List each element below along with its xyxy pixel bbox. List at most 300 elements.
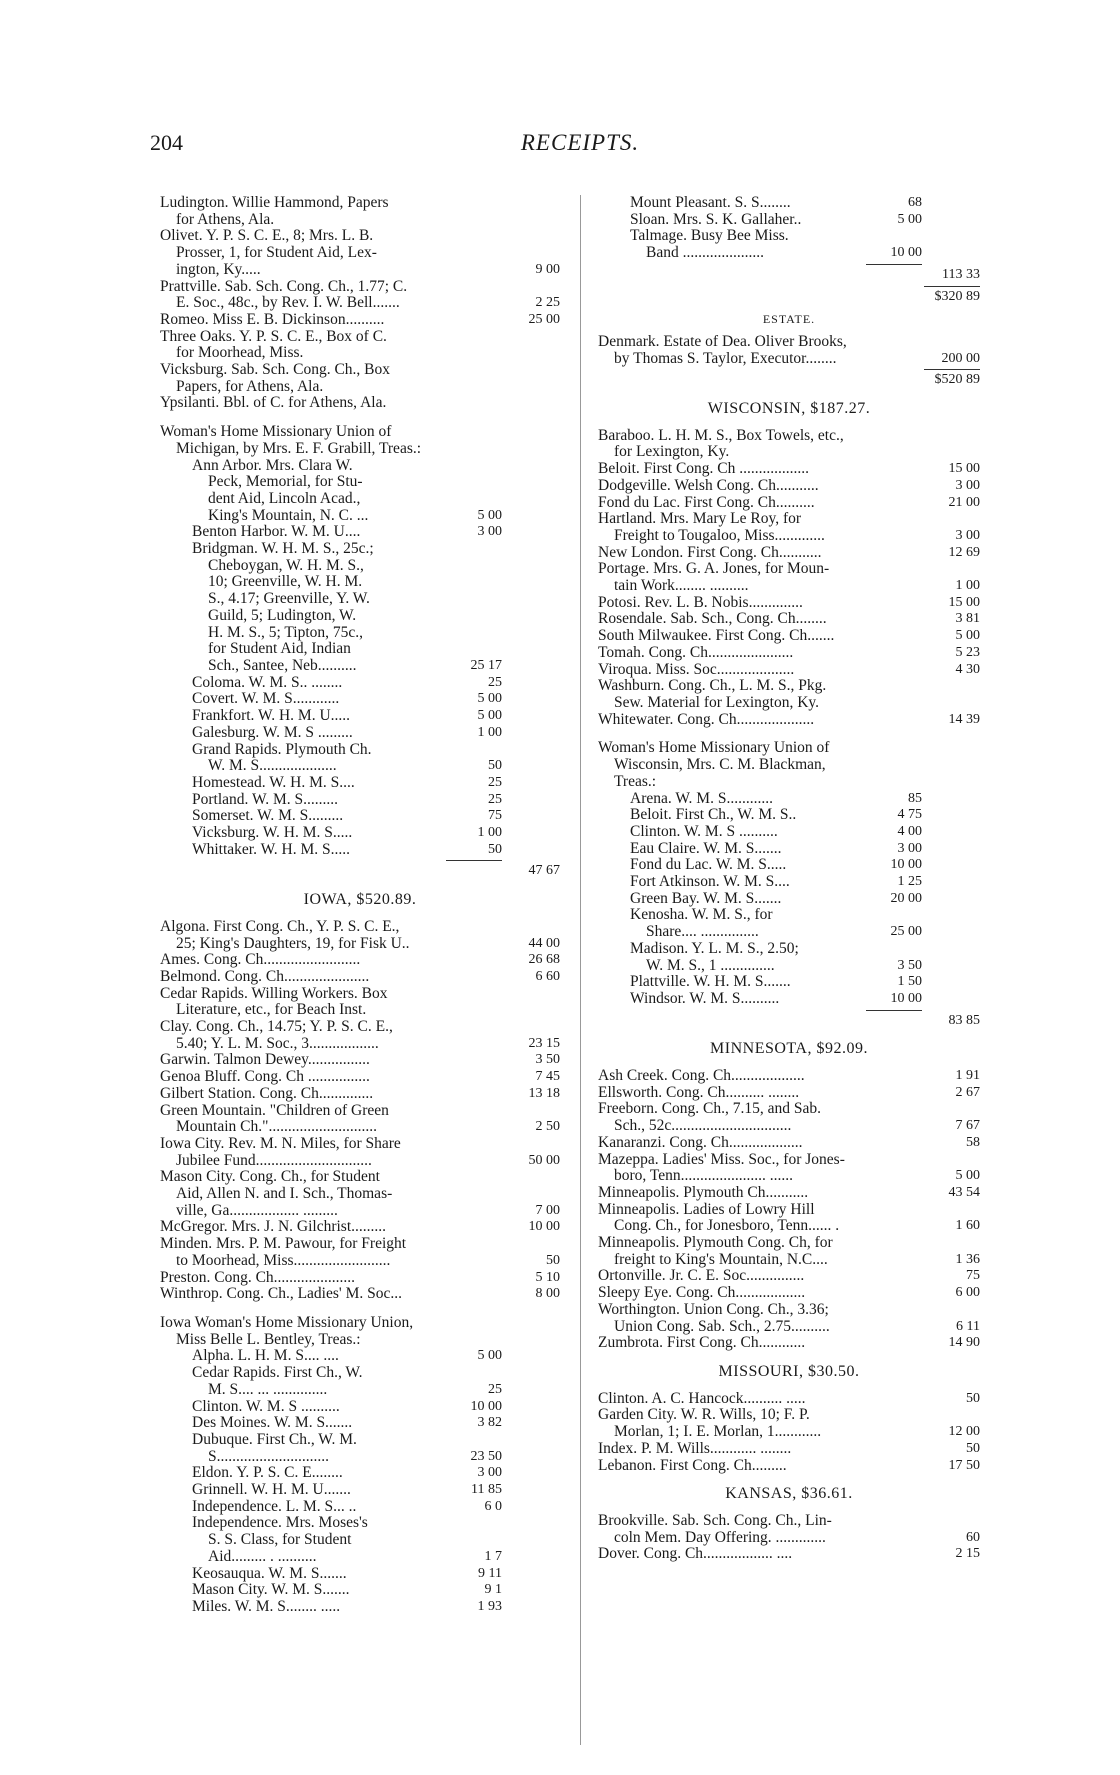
entry-text: Cedar Rapids. First Ch., W. — [192, 1364, 363, 1382]
amount: 25 00 — [528, 311, 560, 327]
entry-text: Ann Arbor. Mrs. Clara W. — [192, 456, 353, 474]
receipt-line — [160, 969, 560, 986]
entry-text: Aid, Allen N. and I. Sch., Thomas- — [176, 1185, 393, 1203]
entry-text: Lebanon. First Cong. Ch......... — [598, 1456, 787, 1474]
total-rule — [866, 264, 922, 265]
receipt-line — [598, 595, 980, 612]
receipt-line — [598, 511, 980, 528]
entry-text: Prattville. Sab. Sch. Cong. Ch., 1.77; C. — [160, 277, 408, 295]
receipt-line — [160, 1186, 560, 1203]
sub-amount: 50 — [488, 758, 502, 774]
entry-text: H. M. S., 5; Tipton, 75c., — [208, 623, 364, 641]
entry-text: Morlan, 1; I. E. Morlan, 1............ — [614, 1423, 822, 1441]
sub-amount: 68 — [908, 195, 922, 210]
amount: 23 15 — [528, 1035, 560, 1051]
receipt-line — [160, 1086, 560, 1103]
amount: 47 67 — [528, 863, 560, 879]
entry-text: Denmark. Estate of Dea. Oliver Brooks, — [598, 332, 847, 350]
sub-amount: 75 — [488, 808, 502, 824]
entry-text: Clay. Cong. Ch., 14.75; Y. P. S. C. E., — [160, 1018, 393, 1036]
sub-amount: 3 50 — [897, 957, 922, 973]
entry-text: tain Work........ .......... — [614, 577, 749, 595]
amount: 44 00 — [528, 935, 560, 951]
entry-text: Miss Belle L. Bentley, Treas.: — [176, 1330, 361, 1348]
receipt-line — [598, 678, 980, 695]
entry-text: Fond du Lac. W. M. S..... — [630, 856, 787, 874]
entry-text: Kanaranzi. Cong. Ch................... — [598, 1133, 803, 1151]
sub-amount: 11 85 — [471, 1482, 502, 1498]
receipt-line — [598, 941, 980, 958]
receipt-line — [160, 379, 560, 396]
entry-text: Ypsilanti. Bbl. of C. for Athens, Ala. — [160, 394, 387, 412]
receipt-line — [160, 1332, 560, 1349]
amount: 2 67 — [955, 1084, 980, 1100]
entry-text: Sew. Material for Lexington, Ky. — [614, 693, 820, 711]
right-column — [598, 195, 980, 1563]
sub-amount: 10 00 — [890, 857, 922, 873]
receipt-line — [598, 528, 980, 545]
entry-text: Peck, Memorial, for Stu- — [208, 473, 363, 491]
entry-text: dent Aid, Lincoln Acad., — [208, 489, 361, 507]
amount: 6 11 — [956, 1318, 980, 1334]
receipt-line — [598, 824, 980, 841]
total-rule — [924, 286, 980, 287]
entry-text: Des Moines. W. M. S....... — [192, 1414, 353, 1432]
entry-text: Potosi. Rev. L. B. Nobis.............. — [598, 593, 803, 611]
receipt-line — [598, 974, 980, 991]
entry-text: Sleepy Eye. Cong. Ch.................. — [598, 1284, 806, 1302]
receipt-line — [160, 708, 560, 725]
sub-amount: 25 — [488, 774, 502, 790]
receipt-line — [160, 919, 560, 936]
entry-text: to Moorhead, Miss......................... — [176, 1251, 391, 1269]
receipt-line — [160, 524, 560, 541]
receipt-line — [598, 1101, 980, 1118]
entry-text: Clinton. W. M. S .......... — [630, 822, 778, 840]
sub-amount: 3 82 — [477, 1415, 502, 1431]
receipt-line — [160, 262, 560, 279]
receipt-line — [598, 495, 980, 512]
receipt-line — [160, 1382, 560, 1399]
amount: 15 00 — [948, 594, 980, 610]
receipt-line — [598, 924, 980, 941]
amount: 50 — [546, 1252, 560, 1268]
entry-text: King's Mountain, N. C. ... — [208, 506, 369, 524]
receipt-line — [160, 691, 560, 708]
amount: 1 91 — [955, 1068, 980, 1084]
entry-text: Ellsworth. Cong. Ch.......... ........ — [598, 1083, 800, 1101]
amount: 14 90 — [948, 1335, 980, 1351]
entry-text: Romeo. Miss E. B. Dickinson.......... — [160, 310, 385, 328]
entry-text: Guild, 5; Ludington, W. — [208, 606, 357, 624]
sub-amount: 10 00 — [890, 990, 922, 1006]
amount: 6 60 — [535, 968, 560, 984]
entry-text: Galesburg. W. M. S ......... — [192, 723, 353, 741]
sub-amount: 4 00 — [897, 823, 922, 839]
receipt-line — [598, 1252, 980, 1269]
receipt-line — [160, 295, 560, 312]
amount: 8 00 — [535, 1286, 560, 1302]
receipt-line — [160, 863, 560, 880]
sub-amount: 3 00 — [897, 840, 922, 856]
entry-text: Cong. Ch., for Jonesboro, Tenn...... . — [614, 1217, 840, 1235]
sub-amount: 5 00 — [477, 507, 502, 523]
entry-text: Band ..................... — [646, 244, 764, 262]
receipt-line — [598, 1319, 980, 1336]
receipt-line — [160, 808, 560, 825]
page-number: 204 — [150, 130, 183, 155]
receipt-line — [160, 1203, 560, 1220]
receipt-line — [598, 351, 980, 368]
receipt-line — [160, 1052, 560, 1069]
receipt-line — [160, 1549, 560, 1566]
receipt-line — [160, 362, 560, 379]
receipt-line — [160, 1465, 560, 1482]
entry-text: Sch., 52c............................... — [614, 1117, 792, 1135]
entry-text: Eau Claire. W. M. S....... — [630, 839, 782, 857]
receipt-line — [160, 1036, 560, 1053]
receipt-line — [160, 1566, 560, 1583]
receipt-line — [160, 541, 560, 558]
receipt-line — [160, 725, 560, 742]
receipt-line — [598, 1285, 980, 1302]
amount: 50 00 — [528, 1152, 560, 1168]
entry-text: Hartland. Mrs. Mary Le Roy, for — [598, 510, 802, 528]
amount: 75 — [966, 1268, 980, 1284]
amount: 113 33 — [942, 266, 980, 282]
receipt-line — [598, 444, 980, 461]
receipt-line — [598, 712, 980, 729]
entry-text: Bridgman. W. H. M. S., 25c.; — [192, 540, 374, 558]
amount: 50 — [966, 1440, 980, 1456]
total-rule — [866, 1010, 922, 1011]
entry-text: by Thomas S. Taylor, Executor........ — [614, 349, 837, 367]
amount: 2 50 — [535, 1119, 560, 1135]
sub-amount: 25 — [488, 791, 502, 807]
entry-text: Mount Pleasant. S. S........ — [630, 194, 791, 211]
entry-text: for Athens, Ala. — [176, 210, 275, 228]
receipt-line — [160, 245, 560, 262]
entry-text: Garden City. W. R. Wills, 10; F. P. — [598, 1406, 810, 1424]
entry-text: Algona. First Cong. Ch., Y. P. S. C. E., — [160, 917, 400, 935]
receipt-line — [598, 857, 980, 874]
receipt-line — [598, 1152, 980, 1169]
entry-text: 5.40; Y. L. M. Soc., 3.................. — [176, 1034, 379, 1052]
receipt-line — [160, 424, 560, 441]
entry-text: Ash Creek. Cong. Ch................... — [598, 1067, 805, 1085]
entry-text: for Lexington, Ky. — [614, 443, 730, 461]
amount: 7 67 — [955, 1118, 980, 1134]
entry-text: S., 4.17; Greenville, Y. W. — [208, 590, 370, 608]
receipt-line — [160, 312, 560, 329]
entry-text: Mason City. Cong. Ch., for Student — [160, 1168, 380, 1186]
entry-text: Aid......... . .......... — [208, 1547, 317, 1565]
entry-text: Prosser, 1, for Student Aid, Lex- — [176, 244, 377, 262]
sub-amount: 10 00 — [470, 1398, 502, 1414]
receipt-line — [160, 641, 560, 658]
entry-text: Washburn. Cong. Ch., L. M. S., Pkg. — [598, 677, 827, 695]
receipt-line — [160, 1515, 560, 1532]
receipt-line — [598, 561, 980, 578]
entry-text: Arena. W. M. S............ — [630, 789, 773, 807]
receipt-line — [160, 474, 560, 491]
sub-amount: 1 25 — [897, 874, 922, 890]
sub-amount: 25 — [488, 674, 502, 690]
entry-text: Share.... ............... — [646, 923, 759, 941]
entry-text: Minneapolis. Plymouth Cong. Ch, for — [598, 1234, 833, 1252]
entry-text: Grinnell. W. H. M. U....... — [192, 1481, 351, 1499]
entry-text: S. S. Class, for Student — [208, 1531, 352, 1549]
receipt-line — [598, 372, 980, 389]
receipt-line — [160, 1236, 560, 1253]
entry-text: W. M. S.................... — [208, 757, 337, 775]
receipt-line — [598, 1013, 980, 1030]
entry-text: Talmage. Busy Bee Miss. — [630, 227, 789, 245]
receipt-line — [160, 952, 560, 969]
receipt-line — [598, 891, 980, 908]
sub-amount: 1 7 — [484, 1548, 502, 1564]
receipt-line — [598, 1218, 980, 1235]
entry-text: Independence. L. M. S... .. — [192, 1497, 357, 1515]
entry-text: Michigan, by Mrs. E. F. Grabill, Treas.: — [176, 439, 422, 457]
receipt-line — [598, 645, 980, 662]
receipt-line — [160, 1315, 560, 1332]
receipt-line — [598, 1068, 980, 1085]
entry-text: New London. First Cong. Ch........... — [598, 543, 822, 561]
entry-text: Miles. W. M. S........ ..... — [192, 1597, 341, 1615]
entry-text: Olivet. Y. P. S. C. E., 8; Mrs. L. B. — [160, 227, 374, 245]
entry-text: Winthrop. Cong. Ch., Ladies' M. Soc... — [160, 1285, 402, 1303]
receipt-line — [160, 742, 560, 759]
receipt-line — [598, 478, 980, 495]
receipt-line — [160, 458, 560, 475]
entry-text: 25; King's Daughters, 19, for Fisk U.. — [176, 934, 410, 952]
receipt-line — [160, 1286, 560, 1303]
sub-amount: 25 — [488, 1381, 502, 1397]
entry-text: McGregor. Mrs. J. N. Gilchrist......... — [160, 1218, 387, 1236]
entry-text: Minden. Mrs. P. M. Pawour, for Freight — [160, 1235, 407, 1253]
entry-text: Whittaker. W. H. M. S..... — [192, 840, 351, 858]
page-header — [150, 130, 1010, 160]
receipt-line — [598, 228, 980, 245]
receipt-line — [598, 578, 980, 595]
entry-text: Frankfort. W. H. M. U..... — [192, 707, 351, 725]
left-column — [160, 195, 560, 1616]
sub-amount: 1 93 — [477, 1598, 502, 1614]
receipt-line — [160, 1103, 560, 1120]
receipt-line — [160, 1348, 560, 1365]
amount: 2 25 — [535, 295, 560, 311]
receipt-line — [598, 1441, 980, 1458]
sub-amount: 50 — [488, 841, 502, 857]
receipt-line — [160, 1219, 560, 1236]
amount: 9 00 — [535, 261, 560, 277]
receipt-line — [160, 842, 560, 859]
entry-text: Green Mountain. "Children of Green — [160, 1101, 389, 1119]
receipt-line — [598, 874, 980, 891]
receipt-line — [598, 991, 980, 1008]
entry-text: Gilbert Station. Cong. Ch.............. — [160, 1084, 374, 1102]
amount: 43 54 — [948, 1184, 980, 1200]
amount: 13 18 — [528, 1085, 560, 1101]
receipt-line — [160, 195, 560, 212]
section-heading: IOWA, $520.89. — [303, 891, 417, 909]
amount: 3 81 — [955, 611, 980, 627]
entry-text: Portage. Mrs. G. A. Jones, for Moun- — [598, 560, 830, 578]
entry-text: Ames. Cong. Ch......................... — [160, 951, 361, 969]
entry-text: Tomah. Cong. Ch...................... — [598, 643, 794, 661]
section-heading: MISSOURI, $30.50. — [718, 1363, 860, 1380]
entry-text: Woman's Home Missionary Union of — [160, 423, 392, 441]
entry-text: Woman's Home Missionary Union of — [598, 739, 830, 757]
receipt-line — [160, 1069, 560, 1086]
entry-text: Papers, for Athens, Ala. — [176, 377, 324, 395]
receipt-line — [160, 329, 560, 346]
receipt-line — [598, 1202, 980, 1219]
amount: 5 00 — [955, 1168, 980, 1184]
amount: 3 00 — [955, 477, 980, 493]
entry-text: Fond du Lac. First Cong. Ch.......... — [598, 493, 815, 511]
amount: 10 00 — [528, 1219, 560, 1235]
amount: 58 — [966, 1134, 980, 1150]
receipt-line — [598, 807, 980, 824]
receipt-line — [160, 1153, 560, 1170]
receipt-line — [598, 461, 980, 478]
receipt-line — [598, 1424, 980, 1441]
receipt-line — [598, 289, 980, 306]
entry-text: Brookville. Sab. Sch. Cong. Ch., Lin- — [598, 1511, 832, 1529]
total-rule — [446, 860, 502, 861]
entry-text: Vicksburg. W. H. M. S..... — [192, 824, 353, 842]
amount: 5 23 — [955, 644, 980, 660]
entry-text: Vicksburg. Sab. Sch. Cong. Ch., Box — [160, 361, 391, 379]
receipt-line — [160, 1019, 560, 1036]
amount: 17 50 — [948, 1457, 980, 1473]
amount: 1 60 — [955, 1218, 980, 1234]
amount: 3 00 — [955, 527, 980, 543]
receipt-line — [160, 758, 560, 775]
receipt-line — [160, 608, 560, 625]
sub-amount: 5 00 — [477, 1348, 502, 1364]
receipt-line — [598, 1168, 980, 1185]
entry-text: Ludington. Willie Hammond, Papers — [160, 194, 389, 211]
entry-text: Dubuque. First Ch., W. M. — [192, 1430, 357, 1448]
receipt-line — [160, 1365, 560, 1382]
entry-text: Genoa Bluff. Cong. Ch ................ — [160, 1068, 370, 1086]
entry-text: Index. P. M. Wills............ ........ — [598, 1439, 792, 1457]
entry-text: Minneapolis. Ladies of Lowry Hill — [598, 1200, 815, 1218]
entry-text: Independence. Mrs. Moses's — [192, 1514, 368, 1532]
entry-text: Belmond. Cong. Ch...................... — [160, 967, 370, 985]
entry-text: Fort Atkinson. W. M. S.... — [630, 873, 790, 891]
entry-text: Worthington. Union Cong. Ch., 3.36; — [598, 1300, 829, 1318]
entry-text: Grand Rapids. Plymouth Ch. — [192, 740, 372, 758]
entry-text: Minneapolis. Plymouth Ch........... — [598, 1183, 809, 1201]
receipt-line — [160, 345, 560, 362]
entry-text: for Moorhead, Miss. — [176, 344, 304, 362]
entry-text: ington, Ky..... — [176, 260, 261, 278]
entry-text: Clinton. W. M. S .......... — [192, 1397, 340, 1415]
amount: 83 85 — [948, 1012, 980, 1028]
entry-text: Beloit. First Ch., W. M. S.. — [630, 806, 797, 824]
entry-text: W. M. S., 1 .............. — [646, 956, 775, 974]
receipt-line — [160, 491, 560, 508]
entry-text: freight to King's Mountain, N.C.... — [614, 1250, 828, 1268]
receipt-line — [598, 628, 980, 645]
entry-text: 10; Greenville, W. H. M. — [208, 573, 363, 591]
entry-text: Zumbrota. First Cong. Ch............ — [598, 1334, 806, 1352]
receipt-line — [160, 1599, 560, 1616]
amount: 1 00 — [955, 578, 980, 594]
sub-amount: 85 — [908, 790, 922, 806]
sub-amount: 5 00 — [477, 691, 502, 707]
entry-text: Green Bay. W. M. S....... — [630, 889, 782, 907]
entry-text: Iowa Woman's Home Missionary Union, — [160, 1314, 414, 1331]
section-heading: WISCONSIN, $187.27. — [707, 400, 871, 418]
sub-amount: 4 75 — [897, 807, 922, 823]
entry-text: Three Oaks. Y. P. S. C. E., Box of C. — [160, 327, 387, 345]
amount: 12 00 — [948, 1424, 980, 1440]
entry-text: coln Mem. Day Offering. ............. — [614, 1528, 826, 1546]
entry-text: Mason City. W. M. S....... — [192, 1581, 350, 1599]
entry-text: Preston. Cong. Ch..................... — [160, 1268, 356, 1286]
receipt-line — [598, 662, 980, 679]
receipt-line — [598, 1546, 980, 1563]
entry-text: Viroqua. Miss. Soc.................... — [598, 660, 795, 678]
entry-text: Beloit. First Cong. Ch .................. — [598, 460, 809, 478]
sub-amount: 3 00 — [477, 1465, 502, 1481]
receipt-line — [598, 1513, 980, 1530]
sub-amount: 1 50 — [897, 974, 922, 990]
sub-amount: 6 0 — [484, 1498, 502, 1514]
entry-text: Keosauqua. W. M. S....... — [192, 1564, 347, 1582]
entry-text: Madison. Y. L. M. S., 2.50; — [630, 939, 799, 957]
receipt-line — [598, 212, 980, 229]
subsection-heading: ESTATE. — [762, 312, 816, 327]
entry-text: Iowa City. Rev. M. N. Miles, for Share — [160, 1134, 401, 1152]
receipt-line — [598, 1335, 980, 1352]
entry-text: Benton Harbor. W. M. U.... — [192, 523, 361, 541]
entry-text: ville, Ga.................. ......... — [176, 1201, 338, 1219]
entry-text: Coloma. W. M. S.. ........ — [192, 673, 343, 691]
entry-text: M. S.... ... .............. — [208, 1380, 328, 1398]
receipt-line — [598, 774, 980, 791]
amount: 7 45 — [535, 1069, 560, 1085]
amount: 3 50 — [535, 1052, 560, 1068]
receipt-line — [598, 334, 980, 351]
receipt-line — [598, 245, 980, 262]
entry-text: S............................. — [208, 1447, 329, 1465]
entry-text: E. Soc., 48c., by Rev. I. W. Bell....... — [176, 294, 400, 312]
entry-text: Freeborn. Cong. Ch., 7.15, and Sab. — [598, 1100, 822, 1118]
sub-amount: 23 50 — [470, 1448, 502, 1464]
entry-text: Plattville. W. H. M. S....... — [630, 973, 791, 991]
entry-text: Jubilee Fund.............................. — [176, 1151, 372, 1169]
receipt-line — [598, 1135, 980, 1152]
receipt-line — [598, 757, 980, 774]
entry-text: Covert. W. M. S............ — [192, 690, 340, 708]
receipt-line — [160, 658, 560, 675]
receipt-line — [598, 1118, 980, 1135]
amount: 21 00 — [948, 494, 980, 510]
amount: 200 00 — [941, 350, 980, 366]
receipt-line — [160, 574, 560, 591]
entry-text: Baraboo. L. H. M. S., Box Towels, etc., — [598, 426, 844, 444]
receipt-line — [160, 1415, 560, 1432]
receipt-line — [160, 1169, 560, 1186]
amount: 2 15 — [955, 1546, 980, 1562]
amount: 14 39 — [948, 711, 980, 727]
